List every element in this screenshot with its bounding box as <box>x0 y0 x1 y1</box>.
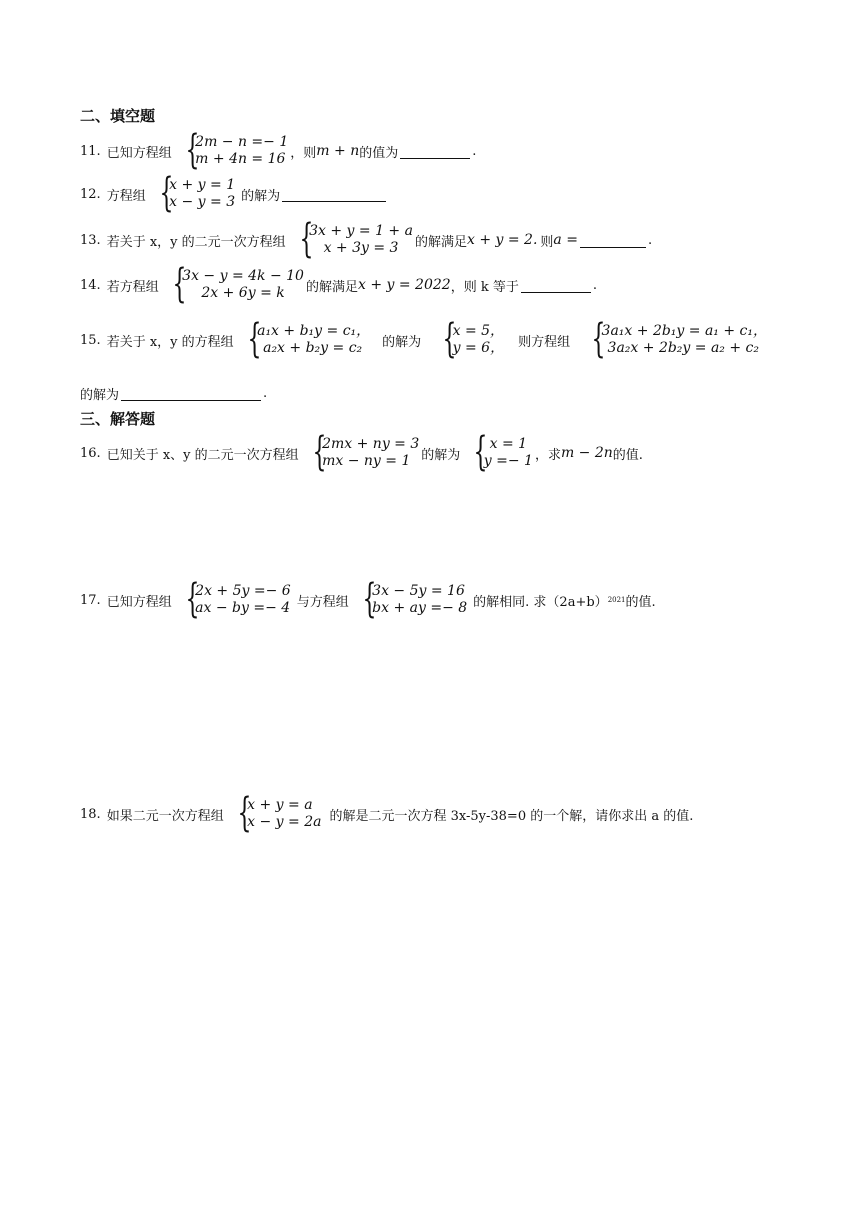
left-brace-icon: { <box>185 126 200 173</box>
question-17: 17. 已知方程组 { 2x + 5y =− 6 ax − by =− 4 与方程组 { 3x − 5y = 16 bx + ay =− 8 的解相同. 求（2a+b） 2021 的值. <box>80 575 656 622</box>
left-brace-icon: { <box>237 789 252 836</box>
solution-system: { x = 1 y =− 1 <box>473 428 533 475</box>
left-brace-icon: { <box>312 428 327 475</box>
equation-system: { 3a₁x + 2b₁y = a₁ + c₁， 3a₂x + 2b₂y = a₂ + c₂ <box>591 315 768 362</box>
equation-system: { 3x − y = 4k − 10 2x + 6y = k <box>172 260 304 307</box>
answer-blank[interactable] <box>521 278 591 293</box>
equation-system: { 2m − n =− 1 m + 4n = 16 <box>185 126 289 173</box>
equation-system: { 2x + 5y =− 6 ax − by =− 4 <box>185 575 291 622</box>
answer-blank[interactable] <box>580 233 646 248</box>
question-15: 15. 若关于 x，y 的方程组 { a₁x + b₁y = c₁， a₂x + b₂y = c₂ 的解为 { x = 5， y = 6， 则方程组 { 3a₁x + 2b₁y = a₁ + c₁， 3a₂x + 2b₂y = a₂ + c₂ <box>80 315 768 362</box>
equation-system: { x + y = 1 x − y = 3 <box>159 169 236 216</box>
equation-system: { 3x − 5y = 16 bx + ay =− 8 <box>362 575 468 622</box>
equation-system: { 3x + y = 1 + a x + 3y = 3 <box>299 215 413 262</box>
question-11: 11. 已知方程组 { 2m − n =− 1 m + 4n = 16 ，则 m + n 的值为 . <box>80 126 477 173</box>
left-brace-icon: { <box>247 315 262 362</box>
question-15-continued: 的解为 . <box>80 385 268 403</box>
equation-system: { x + y = a x − y = 2a <box>237 789 322 836</box>
left-brace-icon: { <box>362 575 377 622</box>
question-number: 15. <box>80 332 101 348</box>
left-brace-icon: { <box>159 169 174 216</box>
question-number: 16. <box>80 445 101 461</box>
question-number: 14. <box>80 277 101 293</box>
left-brace-icon: { <box>442 315 457 362</box>
question-number: 18. <box>80 806 101 822</box>
question-14: 14. 若方程组 { 3x − y = 4k − 10 2x + 6y = k 的解满足 x + y = 2022 ，则 k 等于 . <box>80 260 597 307</box>
left-brace-icon: { <box>473 428 488 475</box>
equation-system: { 2mx + ny = 3 mx − ny = 1 <box>312 428 420 475</box>
section-heading-fill-in: 二、填空题 <box>80 107 156 125</box>
question-13: 13. 若关于 x，y 的二元一次方程组 { 3x + y = 1 + a x + 3y = 3 的解满足 x + y = 2. 则 a = . <box>80 215 653 262</box>
question-16: 16. 已知关于 x、y 的二元一次方程组 { 2mx + ny = 3 mx − ny = 1 的解为 { x = 1 y =− 1 ，求 m − 2n 的值. <box>80 428 643 475</box>
section-heading-solve: 三、解答题 <box>80 410 156 428</box>
answer-blank[interactable] <box>282 187 386 202</box>
question-number: 11. <box>80 143 101 159</box>
answer-blank[interactable] <box>400 144 470 159</box>
question-number: 12. <box>80 186 101 202</box>
left-brace-icon: { <box>299 215 314 262</box>
question-number: 13. <box>80 232 101 248</box>
answer-blank[interactable] <box>121 386 261 401</box>
left-brace-icon: { <box>185 575 200 622</box>
left-brace-icon: { <box>591 315 606 362</box>
question-12: 12. 方程组 { x + y = 1 x − y = 3 的解为 <box>80 172 388 216</box>
question-18: 18. 如果二元一次方程组 { x + y = a x − y = 2a 的解是二元一次方程 3x-5y-38=0 的一个解，请你求出 a 的值. <box>80 789 694 836</box>
left-brace-icon: { <box>172 260 187 307</box>
solution-system: { x = 5， y = 6， <box>442 315 505 362</box>
equation-system: { a₁x + b₁y = c₁， a₂x + b₂y = c₂ <box>247 315 371 362</box>
question-number: 17. <box>80 592 101 608</box>
